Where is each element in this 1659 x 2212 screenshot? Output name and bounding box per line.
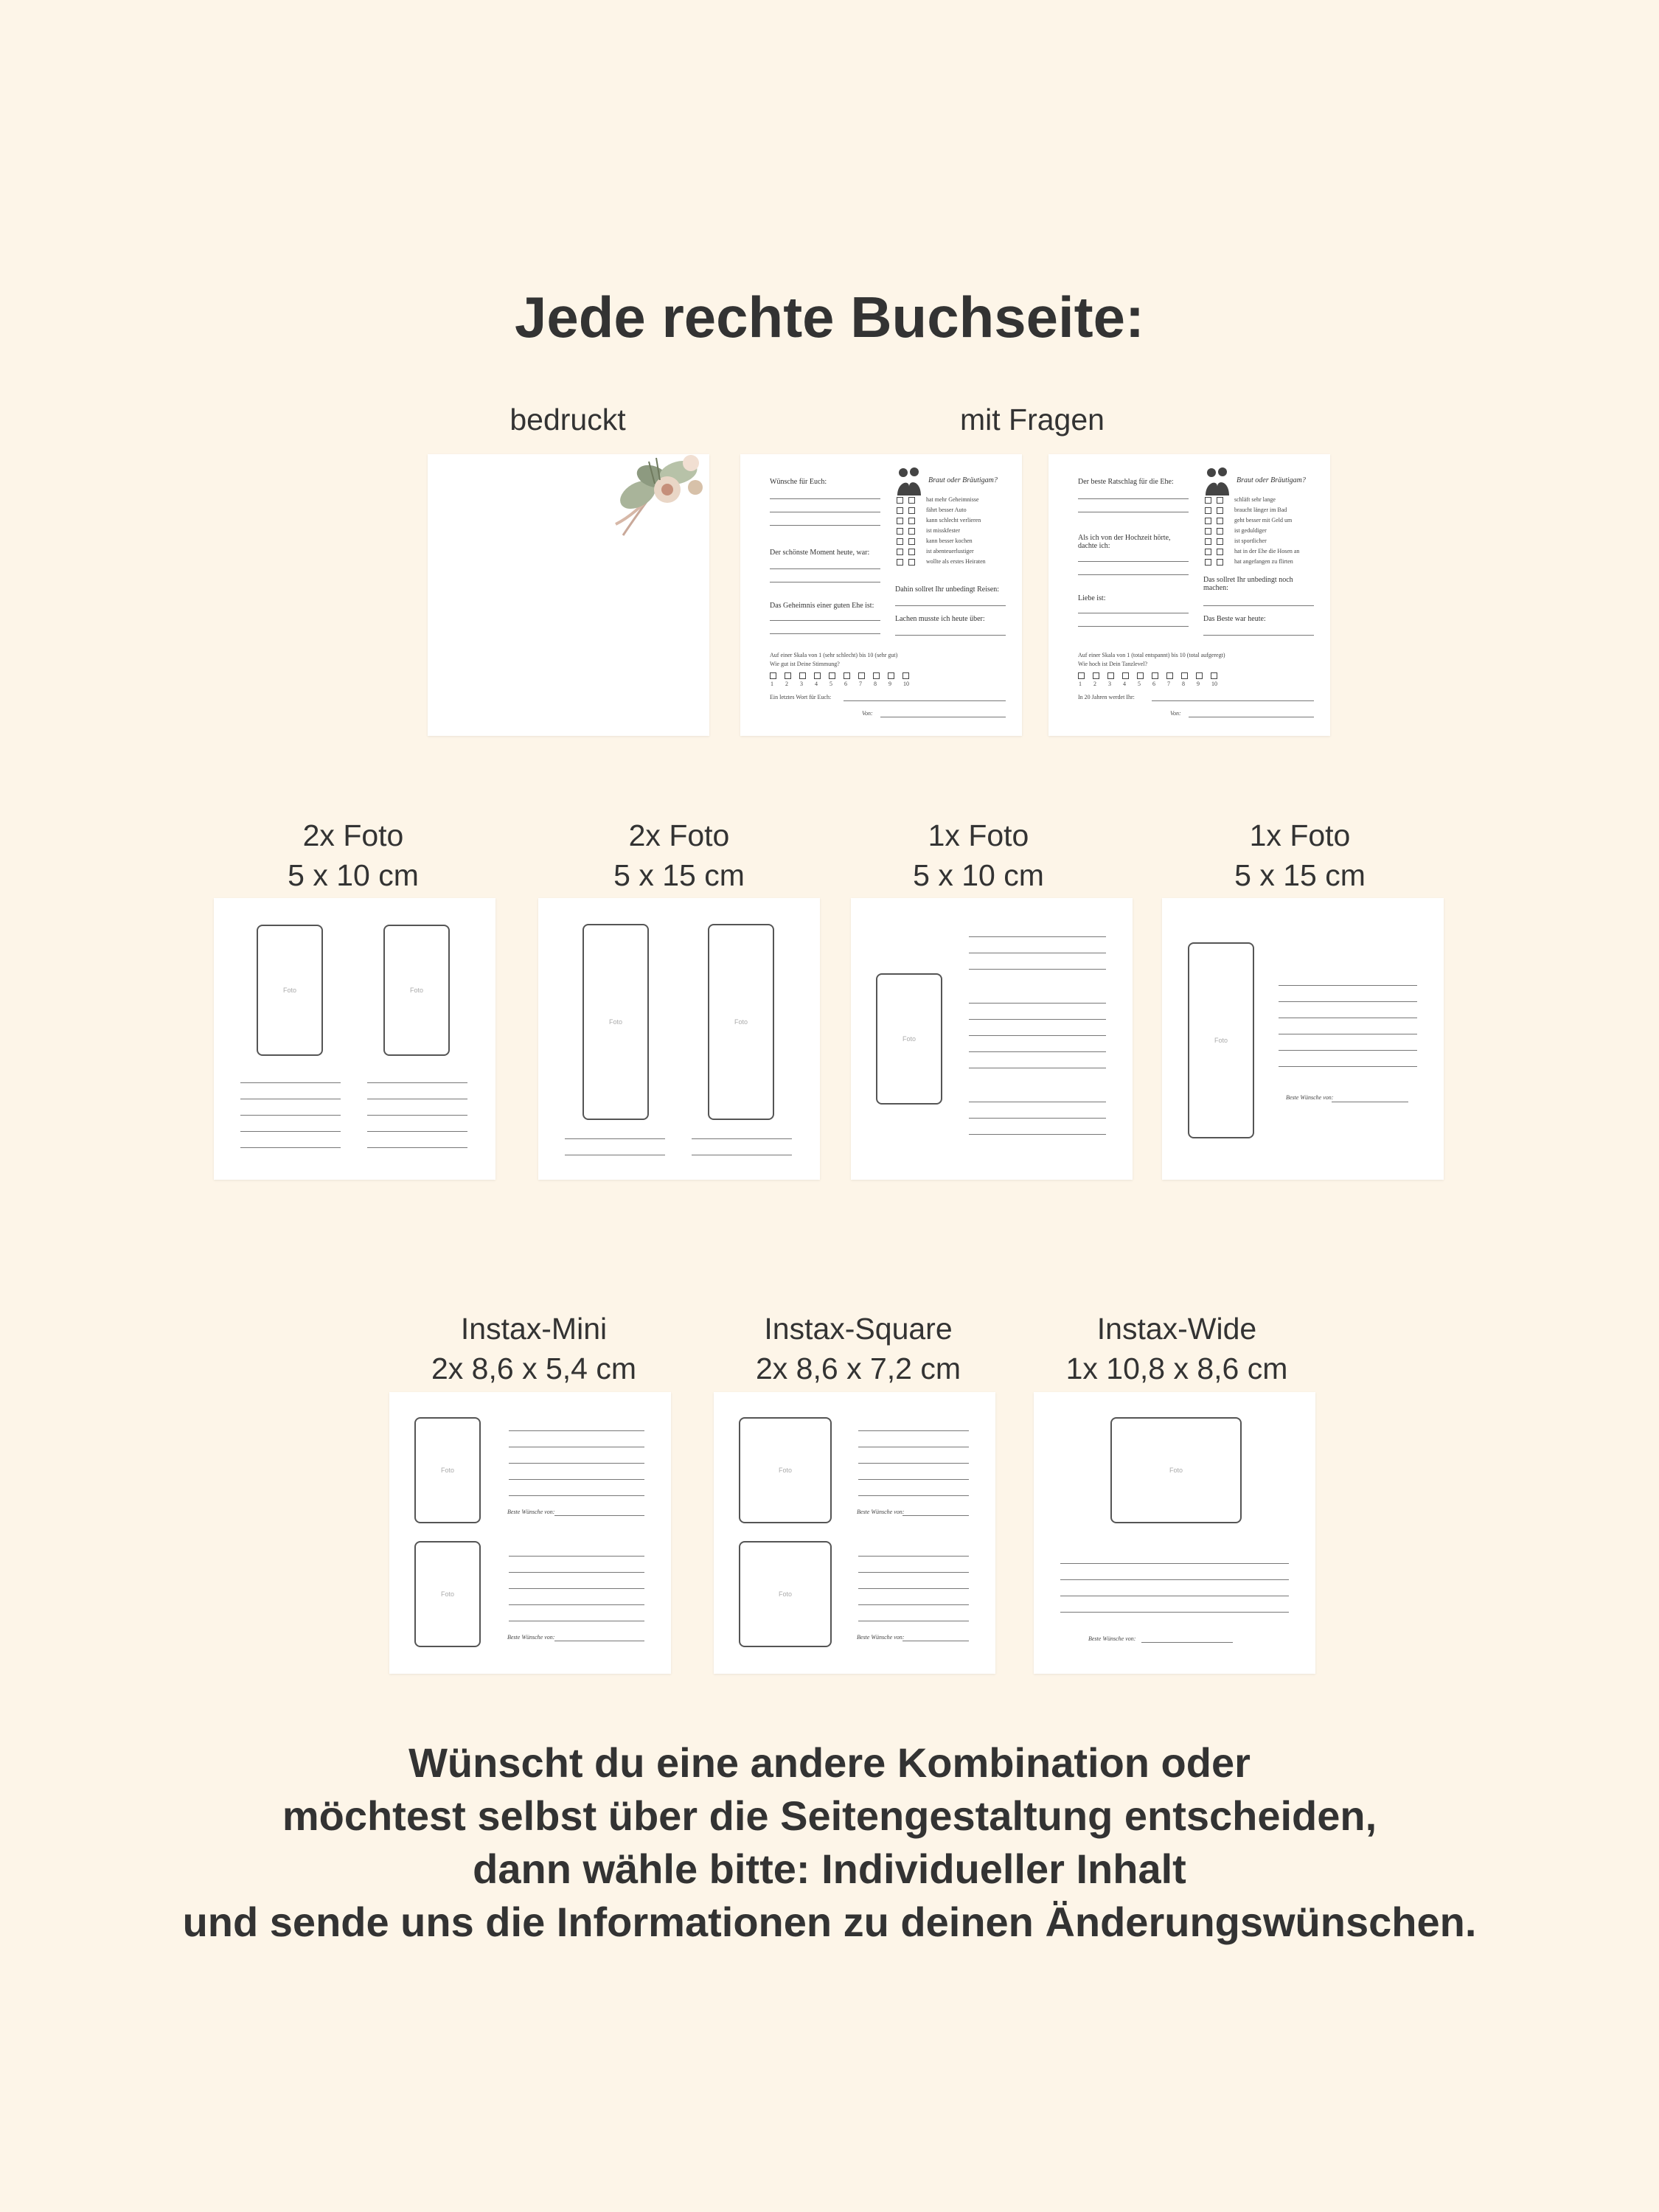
page-fragen-1 <box>740 454 1022 736</box>
label-instax-mini: Instax-Mini 2x 8,6 x 5,4 cm <box>431 1312 636 1385</box>
q-moment: Der schönste Moment heute, war: <box>770 549 870 557</box>
page-instax-wide <box>1034 1392 1315 1674</box>
photo-frame: Foto <box>257 925 323 1056</box>
label-1x-foto-15: 1x Foto 5 x 15 cm <box>1234 818 1366 892</box>
page-instax-mini <box>389 1392 671 1674</box>
page-fragen-2 <box>1048 454 1330 736</box>
scale-number: 9 <box>1197 681 1200 687</box>
checkbox-braut <box>897 507 903 514</box>
info-text <box>0 1736 1659 1949</box>
scale-number: 3 <box>1108 681 1111 687</box>
checklist-item: kann schlecht verlieren <box>926 517 981 524</box>
scale-number: 7 <box>859 681 862 687</box>
page-title: Jede rechte Buchseite: <box>514 285 1144 349</box>
q-sollet: Das sollret Ihr unbedingt noch machen: <box>1203 576 1293 592</box>
checkbox-braut <box>1205 549 1211 555</box>
checklist-item: hat in der Ehe die Hosen an <box>1234 548 1300 554</box>
checkbox-braeutigam <box>1217 528 1223 535</box>
scale-number: 5 <box>1138 681 1141 687</box>
checkbox-braut <box>897 559 903 566</box>
wishes-label: Beste Wünsche von: <box>507 1634 555 1641</box>
scale-number: 8 <box>1182 681 1185 687</box>
scale-checkbox <box>1196 672 1203 679</box>
checkbox-braut <box>897 549 903 555</box>
checklist-item: braucht länger im Bad <box>1234 507 1287 513</box>
page-instax-square <box>714 1392 995 1674</box>
scale-number: 10 <box>903 681 909 687</box>
wishes-label: Beste Wünsche von: <box>1286 1094 1334 1101</box>
info-line-4: und sende uns die Informationen zu deinen Änderungswünschen. <box>182 1899 1477 1945</box>
q-geheimnis: Das Geheimnis einer guten Ehe ist: <box>770 602 874 610</box>
checkbox-braeutigam <box>908 497 915 504</box>
photo-frame: Foto <box>708 924 774 1120</box>
page-1x-foto-15 <box>1162 898 1444 1180</box>
scale-checkbox <box>873 672 880 679</box>
checkbox-braut <box>1205 528 1211 535</box>
checklist-item: ist sportlicher <box>1234 538 1267 544</box>
checklist-item: kann besser kochen <box>926 538 973 544</box>
photo-frame: Foto <box>383 925 450 1056</box>
scale-checkbox <box>844 672 850 679</box>
checkbox-braut <box>897 528 903 535</box>
page-1x-foto-10 <box>851 898 1133 1180</box>
scale-number: 4 <box>815 681 818 687</box>
checkbox-braut <box>897 497 903 504</box>
scale-checkbox <box>1181 672 1188 679</box>
scale-number: 3 <box>800 681 803 687</box>
label-2x-foto-10: 2x Foto 5 x 10 cm <box>288 818 419 892</box>
photo-frame: Foto <box>1188 942 1254 1138</box>
q-wuensche: Wünsche für Euch: <box>770 478 827 486</box>
checklist-item: wollte als erstes Heiraten <box>926 558 986 565</box>
q-stimmung: Wie gut ist Deine Stimmung? <box>770 661 840 667</box>
scale-checkbox <box>858 672 865 679</box>
photo-frame: Foto <box>414 1541 481 1647</box>
checkbox-braeutigam <box>1217 559 1223 566</box>
q-ratschlag: Der beste Ratschlag für die Ehe: <box>1078 478 1174 486</box>
checkbox-braeutigam <box>908 549 915 555</box>
scale-checkbox <box>1078 672 1085 679</box>
couple-silhouette-icon <box>895 466 923 495</box>
q-jahre: In 20 Jahren werdet Ihr: <box>1078 694 1135 700</box>
checkbox-braeutigam <box>908 559 915 566</box>
checklist-item: ist geduldiger <box>1234 527 1267 534</box>
scale-checkbox <box>829 672 835 679</box>
page-bedruckt <box>428 454 709 736</box>
label-2x-foto-15: 2x Foto 5 x 15 cm <box>613 818 745 892</box>
scale-checkbox <box>1122 672 1129 679</box>
q-von-1: Von: <box>862 710 873 717</box>
scale-checkbox <box>814 672 821 679</box>
photo-frame: Foto <box>876 973 942 1105</box>
scale-number: 9 <box>888 681 891 687</box>
scale-number: 1 <box>1079 681 1082 687</box>
scale-number: 6 <box>844 681 847 687</box>
label-mit-fragen: mit Fragen <box>960 403 1105 437</box>
q-lachen: Lachen musste ich heute über: <box>895 615 985 623</box>
page-2x-foto-15 <box>538 898 820 1180</box>
scale-number: 4 <box>1123 681 1126 687</box>
checkbox-braeutigam <box>1217 507 1223 514</box>
checkbox-braut <box>897 538 903 545</box>
checkbox-braeutigam <box>908 507 915 514</box>
scale-number: 6 <box>1152 681 1155 687</box>
scale-checkbox <box>770 672 776 679</box>
label-bedruckt: bedruckt <box>509 403 626 437</box>
scale-checkbox <box>902 672 909 679</box>
info-line-2: möchtest selbst über die Seitengestaltung entscheiden, <box>282 1792 1377 1839</box>
checkbox-braut <box>1205 538 1211 545</box>
scale-number: 7 <box>1167 681 1170 687</box>
scale-number: 2 <box>1093 681 1096 687</box>
checkbox-braut <box>897 518 903 524</box>
checkbox-braeutigam <box>1217 549 1223 555</box>
checkbox-braeutigam <box>1217 538 1223 545</box>
checklist-item: fährt besser Auto <box>926 507 967 513</box>
q-braut-2: Braut oder Bräutigam? <box>1237 476 1306 484</box>
scale-checkbox <box>1166 672 1173 679</box>
wishes-label: Beste Wünsche von: <box>507 1509 555 1515</box>
q-skala-2: Auf einer Skala von 1 (total entspannt) bis 10 (total aufgeregt) <box>1078 652 1225 658</box>
scale-checkbox <box>785 672 791 679</box>
q-letztes: Ein letztes Wort für Euch: <box>770 694 832 700</box>
page-2x-foto-10 <box>214 898 495 1180</box>
scale-number: 2 <box>785 681 788 687</box>
info-line-1: Wünscht du eine andere Kombination oder <box>408 1739 1251 1786</box>
checklist-item: schläft sehr lange <box>1234 496 1276 503</box>
checkbox-braut <box>1205 497 1211 504</box>
scale-checkbox <box>1211 672 1217 679</box>
couple-silhouette-icon <box>1203 466 1231 495</box>
scale-checkbox <box>888 672 894 679</box>
photo-frame: Foto <box>582 924 649 1120</box>
scale-checkbox <box>1152 672 1158 679</box>
q-liebe: Liebe ist: <box>1078 594 1106 602</box>
checkbox-braeutigam <box>908 518 915 524</box>
checkbox-braut <box>1205 559 1211 566</box>
wishes-label: Beste Wünsche von: <box>1088 1635 1136 1642</box>
scale-checkbox <box>1093 672 1099 679</box>
checkbox-braut <box>1205 507 1211 514</box>
photo-frame: Foto <box>739 1541 832 1647</box>
q-braut-1: Braut oder Bräutigam? <box>928 476 998 484</box>
q-tanz: Wie hoch ist Dein Tanzlevel? <box>1078 661 1148 667</box>
checklist-item: ist abenteuerlustiger <box>926 548 974 554</box>
q-skala-1: Auf einer Skala von 1 (sehr schlecht) bis 10 (sehr gut) <box>770 652 898 658</box>
scale-number: 8 <box>874 681 877 687</box>
checkbox-braeutigam <box>908 528 915 535</box>
checkbox-braeutigam <box>1217 497 1223 504</box>
info-line-3: dann wähle bitte: Individueller Inhalt <box>473 1846 1186 1892</box>
checklist-item: hat mehr Geheimnisse <box>926 496 979 503</box>
label-instax-square: Instax-Square 2x 8,6 x 7,2 cm <box>755 1312 961 1385</box>
checklist-item: hat angefangen zu flirten <box>1234 558 1293 565</box>
wishes-label: Beste Wünsche von: <box>857 1509 905 1515</box>
scale-checkbox <box>799 672 806 679</box>
checklist-item: ist misskfester <box>926 527 960 534</box>
wishes-label: Beste Wünsche von: <box>857 1634 905 1641</box>
scale-number: 5 <box>830 681 832 687</box>
q-hochzeit: Als ich von der Hochzeit hörte, dachte ich: <box>1078 534 1171 550</box>
scale-number: 10 <box>1211 681 1217 687</box>
scale-checkbox <box>1107 672 1114 679</box>
scale-checkbox <box>1137 672 1144 679</box>
photo-frame: Foto <box>739 1417 832 1523</box>
checkbox-braeutigam <box>1217 518 1223 524</box>
checkbox-braeutigam <box>908 538 915 545</box>
label-instax-wide: Instax-Wide 1x 10,8 x 8,6 cm <box>1065 1312 1288 1385</box>
checkbox-braut <box>1205 518 1211 524</box>
q-reisen: Dahin sollret Ihr unbedingt Reisen: <box>895 585 1000 594</box>
label-1x-foto-10: 1x Foto 5 x 10 cm <box>913 818 1044 892</box>
checklist-item: geht besser mit Geld um <box>1234 517 1293 524</box>
photo-frame: Foto <box>414 1417 481 1523</box>
q-von-2: Von: <box>1170 710 1181 717</box>
scale-number: 1 <box>771 681 773 687</box>
floral-bouquet-icon <box>608 454 709 539</box>
photo-frame: Foto <box>1110 1417 1242 1523</box>
q-beste: Das Beste war heute: <box>1203 615 1266 623</box>
